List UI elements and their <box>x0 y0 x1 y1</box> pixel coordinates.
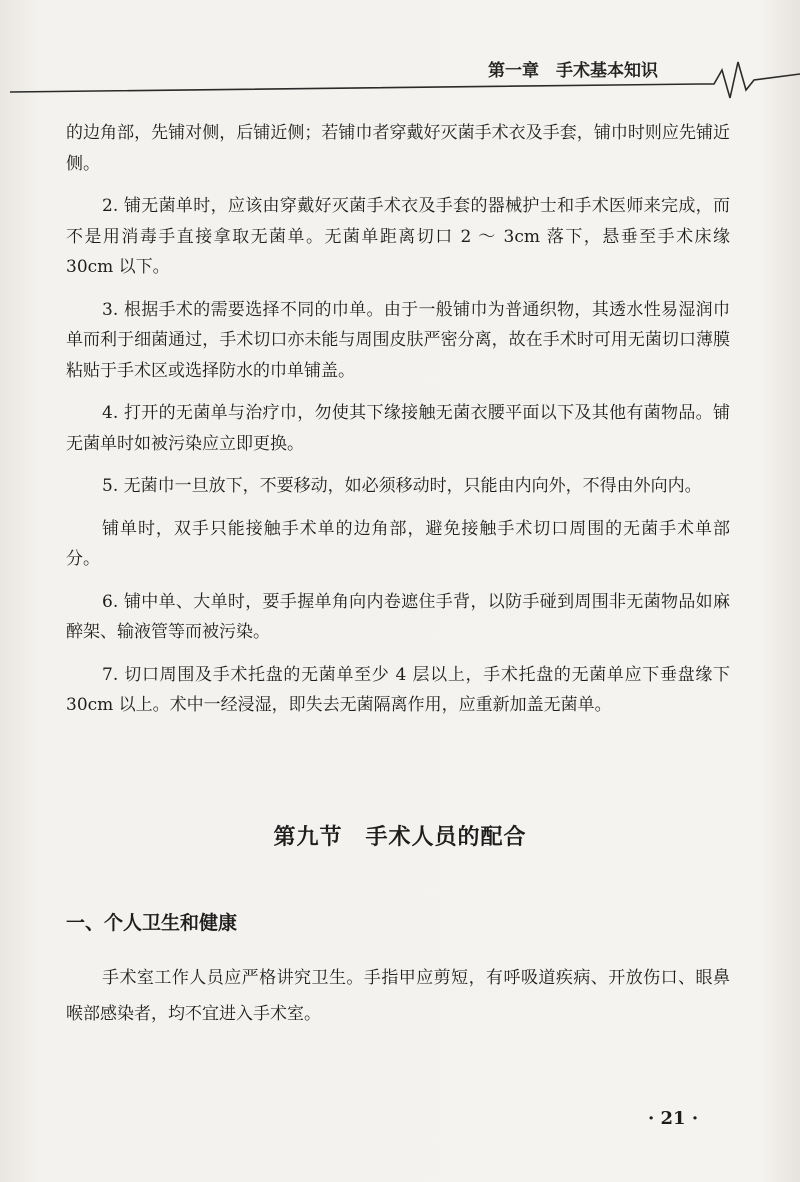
paragraph-item-2: 2. 铺无菌单时，应该由穿戴好灭菌手术衣及手套的器械护士和手术医师来完成，而不是用消毒手直接拿取无菌单。无菌单距离切口 2 ～ 3cm 落下，悬垂至手术床缘 30cm 以下。 <box>66 196 730 277</box>
paragraph-continued: 的边角部，先铺对侧，后铺近侧；若铺巾者穿戴好灭菌手术衣及手套，铺巾时则应先铺近侧。 <box>66 123 730 174</box>
section-title: 第九节 手术人员的配合 <box>273 825 527 850</box>
page-number: · 21 · <box>648 1108 699 1129</box>
paragraph-hygiene: 手术室工作人员应严格讲究卫生。手指甲应剪短，有呼吸道疾病、开放伤口、眼鼻喉部感染者，均不宜进入手术室。 <box>66 968 730 1024</box>
paragraph-item-4: 4. 打开的无菌单与治疗巾，勿使其下缘接触无菌衣腰平面以下及其他有菌物品。铺无菌单时如被污染应立即更换。 <box>66 403 730 454</box>
body-text <box>66 118 730 733</box>
running-head-chapter-title: 第一章 手术基本知识 <box>488 61 658 81</box>
header-rule-line <box>0 0 800 110</box>
paragraph-item-3: 3. 根据手术的需要选择不同的巾单。由于一般铺巾为普通织物，其透水性易湿润巾单而利于细菌通过，手术切口亦未能与周围皮肤严密分离，故在手术时可用无菌切口薄膜粘贴于手术区或选择防水的巾单铺盖。 <box>66 299 730 381</box>
subsection-title: 一、个人卫生和健康 <box>66 912 238 934</box>
paragraph-item-7: 7. 切口周围及手术托盘的无菌单至少 4 层以上，手术托盘的无菌单应下垂盘缘下 30cm 以上。术中一经浸湿，即失去无菌隔离作用，应重新加盖无菌单。 <box>66 664 730 715</box>
paragraph-item-6: 6. 铺中单、大单时，要手握单角向内卷遮住手背，以防手碰到周围非无菌物品如麻醉架、输液管等而被污染。 <box>66 591 730 642</box>
paragraph-note: 铺单时，双手只能接触手术单的边角部，避免接触手术切口周围的无菌手术单部分。 <box>66 518 730 569</box>
section-body <box>66 960 730 1032</box>
paragraph-item-5: 5. 无菌巾一旦放下，不要移动，如必须移动时，只能由内向外，不得由外向内。 <box>102 476 702 496</box>
